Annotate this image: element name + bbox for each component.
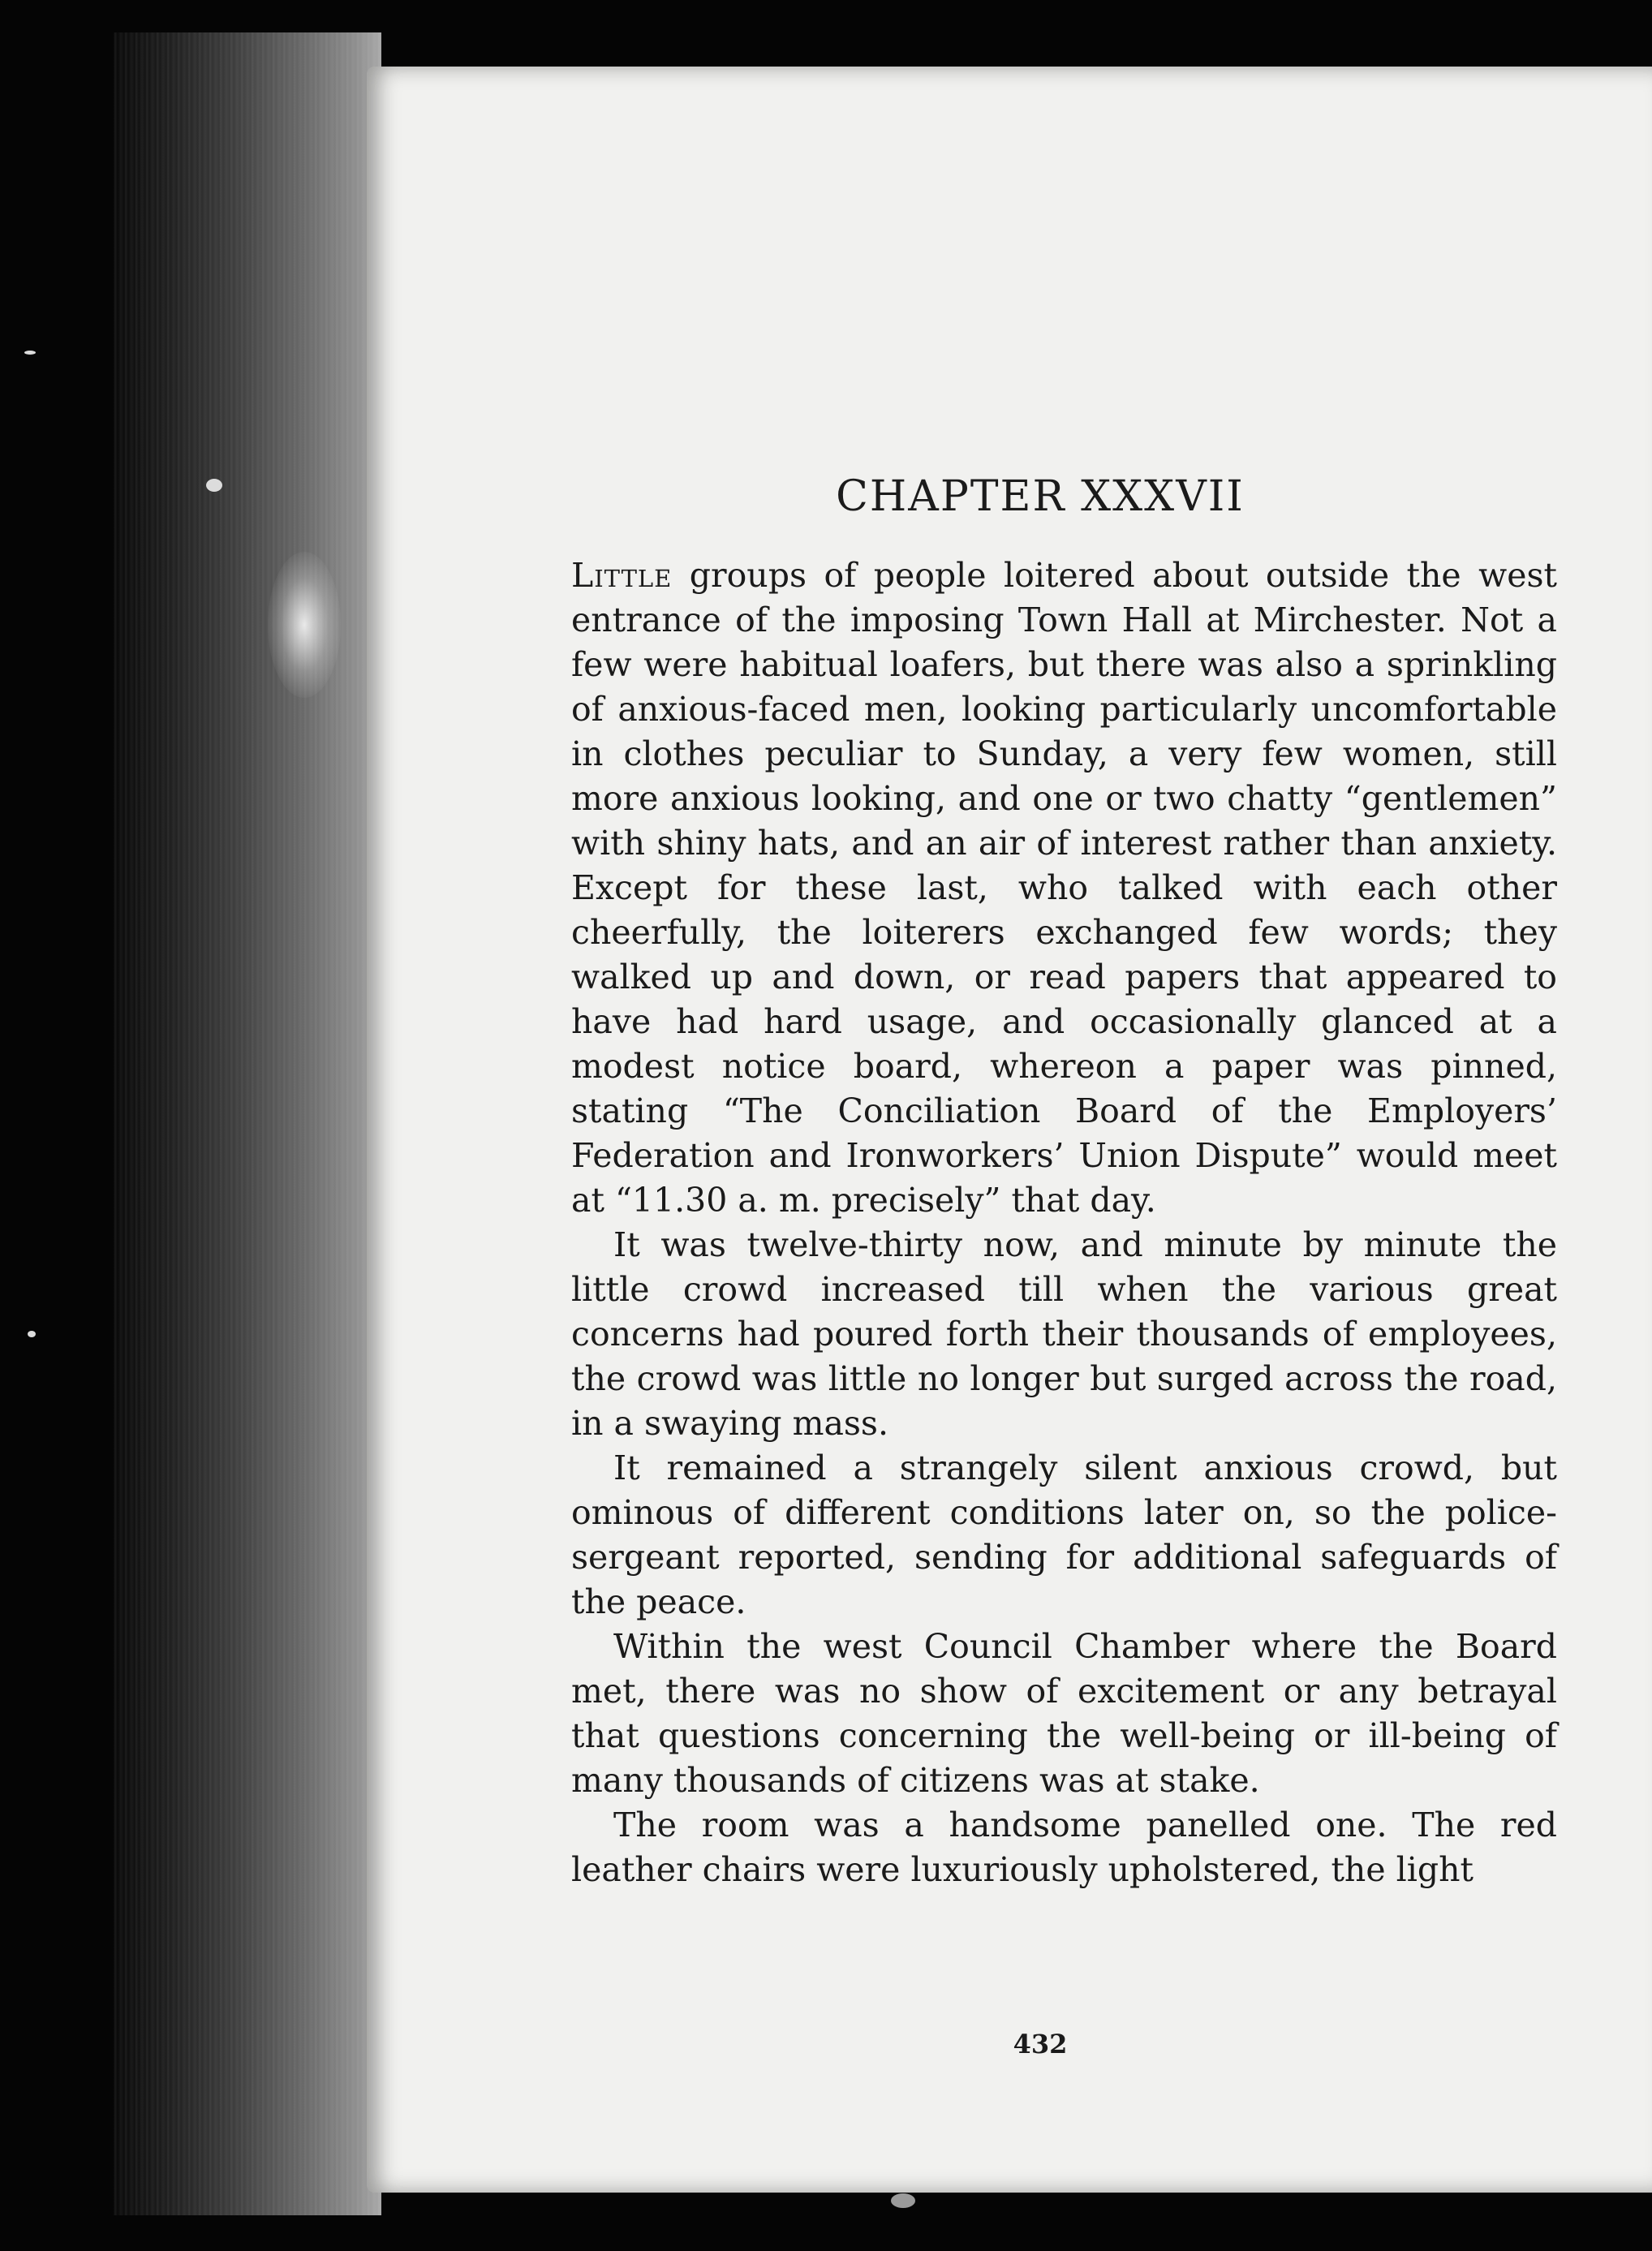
page-number: 432 [1013,2029,1068,2059]
book-page-edges [114,32,381,2215]
paragraph [571,553,1557,1223]
chapter-heading: CHAPTER XXXVII [836,472,1245,521]
dust-speck [206,479,222,492]
paragraph: The room was a handsome panelled one. The red leather chairs were luxuriously upholstered, the light [571,1806,1557,1889]
book-page [367,67,1652,2193]
body-text [571,553,1557,1892]
paragraph: It remained a strangely silent anxious crowd, but ominous of different conditions later on, so the police-sergeant reported, sending for additional safeguards of the peace. [571,1448,1557,1621]
drop-word: Little [571,556,673,595]
dust-speck [28,1331,36,1337]
paragraph: It was twelve-thirty now, and minute by minute the little crowd increased till when the various great concerns had poured forth their thousands of employees, the crowd was little no longer but surged across the road, in a swaying mass. [571,1225,1557,1443]
paragraph-text: groups of people loitered about outside the west entrance of the imposing Town Hall at Mirchester. Not a few were habitual loafers, but there was also a sprinkling of anxious-faced men, looking particularly uncomfortable in clothes peculiar to Sunday, a very few women, still more anxious looking, and one or two chatty “gentlemen” with shiny hats, and an air of interest rather than anxiety. Except for these last, who talked with each other cheerfully, the loiterers exchanged few words; they walked up and down, or read papers that appeared to have had hard usage, and occasionally glanced at a modest notice board, whereon a paper was pinned, stating “The Conciliation Board of the Employers’ Federation and Ironworkers’ Union Dispute” would meet at “11.30 a. m. precisely” that day. [571,556,1557,1220]
dust-speck [24,351,36,355]
dust-speck [891,2193,915,2208]
light-glare [268,552,341,698]
paragraph: Within the west Council Chamber where the Board met, there was no show of excitement or any betrayal that questions concerning the well-being or ill-being of many thousands of citizens was at stake. [571,1627,1557,1800]
